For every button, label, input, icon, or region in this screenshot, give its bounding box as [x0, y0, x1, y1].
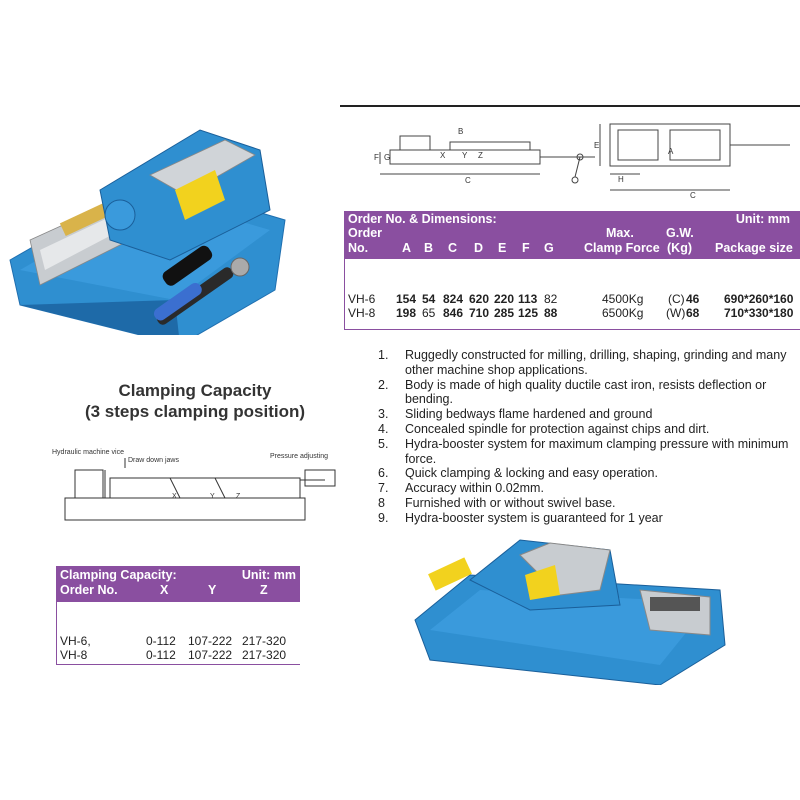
clamping-table-title: Clamping Capacity:	[60, 568, 177, 582]
list-item	[378, 481, 798, 496]
col-g: G	[544, 241, 554, 255]
svg-text:Z: Z	[236, 493, 241, 500]
list-item	[378, 466, 798, 481]
dimension-table-title: Order No. & Dimensions:	[348, 212, 497, 226]
col-b: B	[424, 241, 434, 255]
item-text: Hydra-booster system for maximum clamping pressure with minimum force.	[405, 436, 789, 466]
cell-e: 220	[494, 292, 515, 306]
dimension-table-header	[344, 211, 800, 259]
item-number: 3.	[378, 407, 389, 422]
list-item	[378, 496, 798, 511]
cell-gw-prefix: (W)	[666, 306, 686, 320]
label-draw-down: Draw down jaws	[128, 457, 179, 464]
list-item	[378, 378, 798, 408]
list-item	[378, 437, 798, 467]
item-number: 7.	[378, 481, 389, 496]
cell-z: 217-320	[242, 634, 287, 648]
col-c: C	[448, 241, 458, 255]
cell-d: 710	[469, 306, 490, 320]
cell-a: 154	[396, 292, 417, 306]
row-order: VH-8	[60, 648, 88, 662]
cell-e: 285	[494, 306, 515, 320]
header-kg: (Kg)	[667, 241, 692, 255]
table-row	[60, 648, 300, 662]
label-hydraulic: Hydraulic machine vice	[52, 449, 124, 456]
svg-text:A: A	[668, 147, 674, 156]
header-max: Max.	[606, 226, 634, 240]
col-x: X	[160, 583, 169, 597]
header-package-size: Package size	[715, 241, 793, 255]
item-text: Sliding bedways flame hardened and ground	[405, 407, 653, 422]
svg-text:Y: Y	[210, 493, 215, 500]
list-item	[378, 511, 798, 526]
svg-text:C: C	[465, 176, 471, 185]
cell-g: 88	[544, 306, 558, 320]
list-item	[378, 407, 798, 422]
row-order: VH-8	[348, 306, 376, 320]
item-text: Hydra-booster system is guaranteed for 1 year	[405, 510, 663, 525]
col-a: A	[402, 241, 412, 255]
item-text: Accuracy within 0.02mm.	[405, 481, 544, 496]
header-no: No.	[348, 241, 369, 255]
clamping-table-frame	[56, 602, 57, 664]
clamping-order-no: Order No.	[60, 583, 118, 597]
row-order: VH-6,	[60, 634, 91, 648]
table-row	[348, 292, 800, 306]
item-number: 1.	[378, 348, 389, 362]
header-gw: G.W.	[666, 226, 694, 240]
cell-b: 54	[422, 292, 436, 306]
item-text: Body is made of high quality ductile cast iron, resists deflection or bending.	[405, 377, 767, 407]
top-divider	[340, 105, 800, 107]
item-number: 9.	[378, 510, 389, 525]
header-order: Order	[348, 226, 383, 240]
svg-text:X: X	[440, 151, 446, 160]
svg-text:H: H	[618, 175, 624, 184]
row-order: VH-6	[348, 292, 376, 306]
cell-force: 4500Kg	[602, 292, 644, 306]
item-text: Ruggedly constructed for milling, drilling, shaping, grinding and many other machine shop applications.	[405, 348, 787, 377]
title-line-2: (3 steps clamping position)	[84, 402, 306, 421]
vise-photo-bottom	[410, 535, 730, 685]
cell-z: 217-320	[242, 648, 287, 662]
item-text: Furnished with or without swivel base.	[405, 495, 616, 510]
title-line-1: Clamping Capacity	[118, 381, 272, 400]
svg-text:X: X	[172, 493, 177, 500]
cell-g: 82	[544, 292, 558, 306]
cell-x: 0-112	[146, 648, 176, 662]
col-f: F	[522, 241, 530, 255]
cell-gw: 68	[686, 306, 700, 320]
item-number: 6.	[378, 466, 389, 481]
cell-c: 846	[443, 306, 464, 320]
cell-gw-prefix: (C)	[668, 292, 685, 306]
svg-text:E: E	[594, 141, 600, 150]
cell-gw: 46	[686, 292, 700, 306]
cell-f: 113	[518, 292, 538, 306]
dimension-unit: Unit: mm	[735, 212, 790, 226]
item-number: 4.	[378, 421, 389, 436]
dimension-table-frame	[344, 259, 345, 329]
col-d: D	[474, 241, 484, 255]
item-number: 5.	[378, 436, 389, 451]
cell-x: 0-112	[146, 634, 176, 648]
svg-text:F: F	[374, 153, 379, 162]
item-text: Concealed spindle for protection against chips and dirt.	[405, 421, 710, 436]
svg-text:Y: Y	[462, 151, 468, 160]
table-row	[348, 306, 800, 320]
cell-c: 824	[443, 292, 464, 306]
cell-d: 620	[469, 292, 490, 306]
clamping-unit: Unit: mm	[241, 568, 296, 582]
clamping-capacity-title	[60, 380, 330, 422]
clamping-drawing	[50, 440, 340, 525]
list-item	[378, 348, 798, 378]
label-pressure: Pressure adjusting	[270, 453, 328, 460]
cell-a: 198	[396, 306, 417, 320]
cell-y: 107-222	[188, 634, 233, 648]
item-text: Quick clamping & locking and easy operation.	[405, 466, 658, 481]
feature-list	[378, 348, 798, 526]
col-e: E	[498, 241, 507, 255]
dimension-drawing	[370, 112, 800, 204]
vise-photo-top	[0, 120, 300, 335]
svg-text:C: C	[690, 191, 696, 200]
header-clamp-force: Clamp Force	[584, 241, 660, 255]
item-number: 8	[378, 495, 385, 510]
cell-f: 125	[518, 306, 539, 320]
cell-package: 690*260*160	[724, 292, 794, 306]
clamping-table-bottom	[56, 664, 300, 665]
table-row	[60, 634, 300, 648]
svg-text:Z: Z	[478, 151, 483, 160]
list-item	[378, 422, 798, 437]
svg-text:G: G	[384, 153, 391, 162]
cell-package: 710*330*180	[724, 306, 794, 320]
cell-b: 65	[422, 306, 436, 320]
dimension-table-bottom	[344, 329, 800, 330]
cell-force: 6500Kg	[602, 306, 644, 320]
col-y: Y	[208, 583, 217, 597]
cell-y: 107-222	[188, 648, 233, 662]
svg-text:B: B	[458, 127, 464, 136]
clamping-table-header	[56, 566, 300, 602]
item-number: 2.	[378, 377, 389, 392]
col-z: Z	[260, 583, 268, 597]
